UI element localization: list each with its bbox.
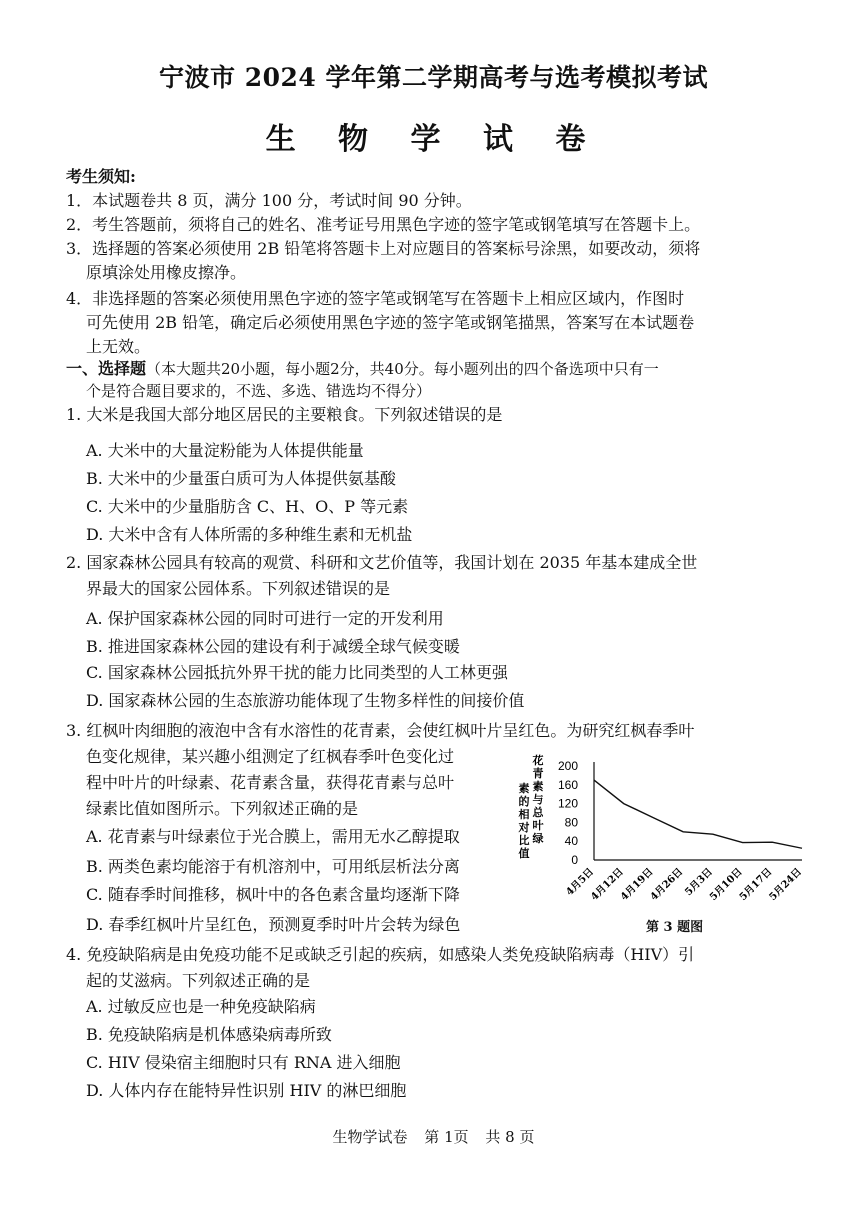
q1-option-a: A. 大米中的大量淀粉能为人体提供能量	[86, 441, 364, 460]
chart-ytick-label: 40	[564, 834, 578, 849]
chart-ylabel-char: 素	[532, 780, 544, 793]
chart-ylabel-char: 总	[532, 806, 544, 819]
q3-option-c: C. 随春季时间推移，枫叶中的各色素含量均逐渐下降	[86, 885, 460, 904]
chart-ytick-label: 160	[557, 777, 578, 792]
chart-xtick-label: 4月19日	[618, 866, 656, 904]
notice-title: 考生须知:	[66, 167, 136, 186]
page-footer	[0, 1126, 867, 1147]
footer-subject: 生物学试卷	[332, 1128, 408, 1146]
notice-item-4: 4．非选择题的答案必须使用黑色字迹的签字笔或钢笔写在答题卡上相应区域内，作图时	[66, 289, 685, 308]
q3-stem-2: 色变化规律，某兴趣小组测定了红枫春季叶色变化过	[86, 747, 455, 766]
chart-xtick-label: 5月3日	[683, 866, 715, 899]
q2-option-a: A. 保护国家森林公园的同时可进行一定的开发利用	[86, 609, 444, 628]
footer-total: 共 8 页	[485, 1128, 535, 1146]
exam-subtitle: 生 物 学 试 卷	[265, 122, 602, 157]
chart-xtick-label: 5月17日	[737, 866, 775, 904]
section-desc-2: 个是符合题目要求的，不选、多选、错选均不得分）	[86, 382, 432, 400]
chart-ylabel-char: 花	[532, 754, 544, 767]
chart-xtick-label: 4月5日	[564, 866, 597, 899]
notice-item-3-cont: 原填涂处用橡皮擦净。	[86, 263, 247, 282]
q3-stem-1: 3. 红枫叶肉细胞的液泡中含有水溶性的花青素，会使红枫叶片呈红色。为研究红枫春季叶	[66, 721, 695, 740]
chart-ylabel-char: 素	[518, 782, 530, 795]
section-desc-1: （本大题共20小题，每小题2分，共40分。每小题列出的四个备选项中只有一	[146, 360, 659, 378]
q2-option-c: C. 国家森林公园抵抗外界干扰的能力比同类型的人工林更强	[86, 663, 508, 682]
q4-option-d: D. 人体内存在能特异性识别 HIV 的淋巴细胞	[86, 1081, 407, 1100]
q3-figure-chart	[510, 752, 810, 912]
chart-ylabel-char: 对	[518, 821, 530, 834]
chart-xtick-label: 5月24日	[767, 866, 805, 904]
q4-option-a: A. 过敏反应也是一种免疫缺陷病	[86, 997, 316, 1016]
q1-stem: 1. 大米是我国大部分地区居民的主要粮食。下列叙述错误的是	[66, 405, 503, 424]
q3-figure-caption: 第 3 题图	[646, 920, 704, 935]
notice-item-3: 3．选择题的答案必须使用 2B 铅笔将答题卡上对应题目的答案标号涂黑，如要改动，须将	[66, 239, 701, 258]
q2-option-b: B. 推进国家森林公园的建设有利于减缓全球气候变暖	[86, 637, 460, 656]
chart-ylabel-char: 比	[518, 834, 530, 847]
footer-page: 第 1页	[424, 1128, 469, 1146]
chart-ytick-label: 120	[557, 796, 578, 811]
chart-ylabel-char: 的	[518, 795, 530, 808]
chart-ytick-label: 0	[571, 853, 578, 867]
section-heading	[66, 358, 659, 380]
section-title: 一、选择题	[66, 359, 147, 378]
notice-item-4-cont2: 上无效。	[86, 337, 151, 356]
q2-stem-1: 2. 国家森林公园具有较高的观赏、科研和文艺价值等，我国计划在 2035 年基本建成全世	[66, 553, 698, 572]
q4-stem-1: 4. 免疫缺陷病是由免疫功能不足或缺乏引起的疾病，如感染人类免疫缺陷病毒（HIV）引	[66, 945, 695, 964]
chart-ylabel-char: 叶	[532, 819, 544, 832]
q2-option-d: D. 国家森林公园的生态旅游功能体现了生物多样性的间接价值	[86, 691, 525, 710]
chart-ytick-label: 200	[557, 759, 578, 773]
chart-xtick-label: 5月10日	[708, 866, 745, 904]
q4-option-c: C. HIV 侵染宿主细胞时只有 RNA 进入细胞	[86, 1053, 401, 1072]
q1-option-d: D. 大米中含有人体所需的多种维生素和无机盐	[86, 525, 413, 544]
exam-title: 宁波市 2024 学年第二学期高考与选考模拟考试	[159, 63, 708, 92]
notice-item-4-cont1: 可先使用 2B 铅笔，确定后必须使用黑色字迹的签字笔或钢笔描黑，答案写在本试题卷	[86, 313, 695, 332]
chart-ylabel-char: 绿	[532, 832, 544, 845]
q1-option-c: C. 大米中的少量脂肪含 C、H、O、P 等元素	[86, 497, 409, 516]
chart-ylabel-char: 值	[518, 847, 530, 860]
q3-option-d: D. 春季红枫叶片呈红色，预测夏季时叶片会转为绿色	[86, 915, 461, 934]
chart-yticks	[558, 759, 578, 867]
notice-item-2: 2．考生答题前，须将自己的姓名、准考证号用黑色字迹的签字笔或钢笔填写在答题卡上。	[66, 215, 701, 234]
chart-xtick-label: 4月12日	[589, 866, 626, 904]
q3-option-a: A. 花青素与叶绿素位于光合膜上，需用无水乙醇提取	[86, 827, 460, 846]
chart-xticks	[563, 865, 804, 903]
q3-stem-4: 绿素比值如图所示。下列叙述正确的是	[86, 799, 359, 818]
q4-option-b: B. 免疫缺陷病是机体感染病毒所致	[86, 1025, 332, 1044]
chart-ylabel	[518, 753, 545, 860]
chart-ylabel-char: 与	[532, 793, 544, 806]
q4-stem-2: 起的艾滋病。下列叙述正确的是	[86, 971, 311, 990]
q1-option-b: B. 大米中的少量蛋白质可为人体提供氨基酸	[86, 469, 396, 488]
chart-xtick-label: 4月26日	[648, 866, 686, 904]
chart-ytick-label: 80	[564, 815, 578, 830]
q3-stem-3: 程中叶片的叶绿素、花青素含量，获得花青素与总叶	[86, 773, 455, 792]
chart-ylabel-char: 青	[532, 767, 544, 780]
chart-series-line	[594, 780, 802, 848]
q3-option-b: B. 两类色素均能溶于有机溶剂中，可用纸层析法分离	[86, 857, 460, 876]
notice-item-1: 1．本试题卷共 8 页，满分 100 分，考试时间 90 分钟。	[66, 191, 472, 210]
q2-stem-2: 界最大的国家公园体系。下列叙述错误的是	[86, 579, 391, 598]
chart-ylabel-char: 相	[518, 808, 530, 821]
